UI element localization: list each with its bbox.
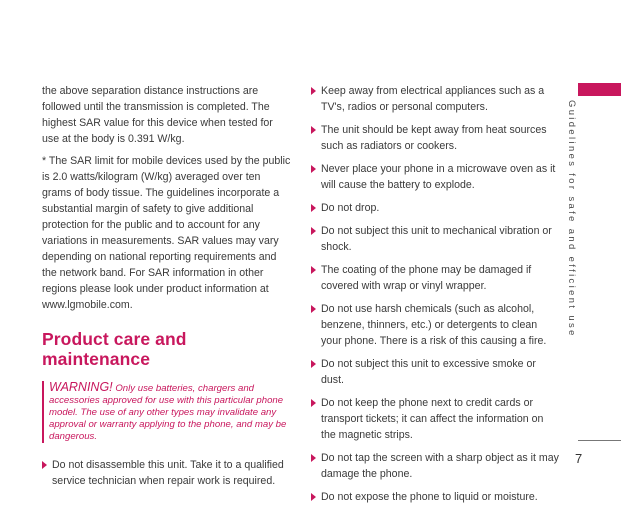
sar-footnote: * The SAR limit for mobile devices used by the public is 2.0 watts/kilogram (W/kg) averaged over ten grams of body tissue. The guidelines incorporate a substantial margin of safety to give additional protection for the public and to account for any variations in measurements. SAR values may vary depending on national reporting requirements and the network band. For SAR information in other regions please look under product information at www.lgmobile.com. [42, 155, 291, 311]
bullet-arrow-icon [311, 165, 316, 173]
bullet-arrow-icon [311, 204, 316, 212]
bullet-text: Do not subject this unit to excessive smoke or dust. [321, 358, 536, 386]
bullet-text: Do not use harsh chemicals (such as alcohol, benzene, thinners, etc.) or detergents to clean your phone. There is a risk of this causing a fire. [321, 303, 547, 347]
bullet-text: Do not expose the phone to liquid or moisture. [321, 491, 538, 503]
page-number: 7 [575, 451, 583, 466]
bullet-arrow-icon [311, 305, 316, 313]
bullet-item [311, 395, 559, 443]
side-section-title: Guidelines for safe and efficient use [567, 100, 578, 338]
bullet-text: Keep away from electrical appliances such as a TV's, radios or personal computers. [321, 85, 545, 113]
bullet-text: Do not disassemble this unit. Take it to a qualified service technician when repair work is required. [52, 459, 284, 487]
bullet-arrow-icon [311, 126, 316, 134]
footer-divider [578, 440, 621, 441]
bullet-item [311, 450, 559, 482]
bullet-arrow-icon [311, 87, 316, 95]
warning-title: WARNING! [49, 380, 113, 394]
bullet-item [311, 200, 559, 216]
section-heading: Product care and maintenance [42, 329, 187, 369]
warning-text: Only use batteries, chargers and accessories approved for use with this particular phone model. The use of any other types may invalidate any approval or warranty applying to the phone, and may be dangerous. [49, 383, 287, 442]
bullet-item [311, 356, 559, 388]
sar-paragraph: the above separation distance instructions are followed until the transmission is completed. The highest SAR value for this device when tested for use at the body is 0.391 W/kg. [42, 85, 273, 145]
bullet-arrow-icon [311, 399, 316, 407]
bullet-item [311, 489, 559, 505]
bullet-arrow-icon [311, 266, 316, 274]
warning-box [42, 381, 292, 443]
bullet-text: The unit should be kept away from heat sources such as radiators or cookers. [321, 124, 547, 152]
bullet-text: Do not keep the phone next to credit cards or transport tickets; it can affect the information on the magnetic strips. [321, 397, 544, 441]
bullet-item [311, 262, 559, 294]
right-column [311, 83, 559, 512]
left-column [42, 83, 292, 496]
section-tab-marker [578, 83, 621, 96]
bullet-text: Do not tap the screen with a sharp object as it may damage the phone. [321, 452, 559, 480]
bullet-item [311, 122, 559, 154]
bullet-arrow-icon [311, 360, 316, 368]
bullet-text: Do not drop. [321, 202, 380, 214]
bullet-arrow-icon [311, 493, 316, 501]
bullet-item [311, 83, 559, 115]
bullet-item [42, 457, 292, 489]
bullet-text: Do not subject this unit to mechanical vibration or shock. [321, 225, 552, 253]
bullet-arrow-icon [311, 454, 316, 462]
bullet-text: Never place your phone in a microwave oven as it will cause the battery to explode. [321, 163, 556, 191]
bullet-item [311, 161, 559, 193]
bullet-text: The coating of the phone may be damaged if covered with wrap or vinyl wrapper. [321, 264, 532, 292]
bullet-arrow-icon [42, 461, 47, 469]
bullet-item [311, 223, 559, 255]
bullet-arrow-icon [311, 227, 316, 235]
bullet-item [311, 301, 559, 349]
